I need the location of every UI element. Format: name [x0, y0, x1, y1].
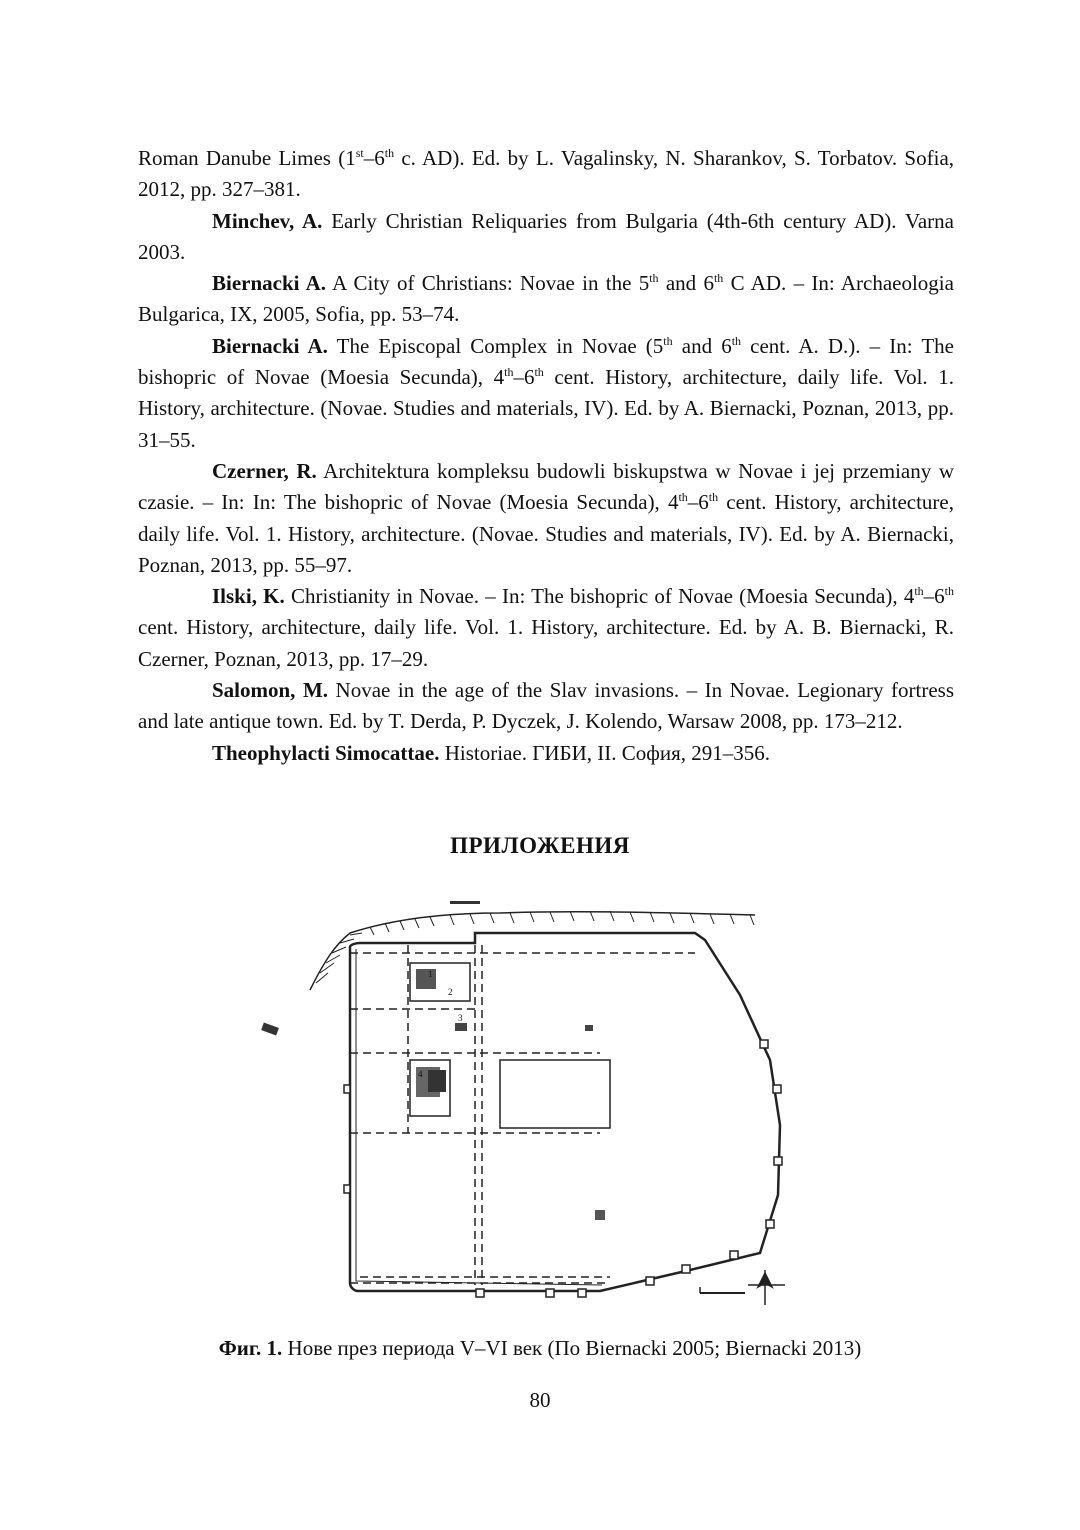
bibliography-list: [138, 143, 954, 769]
entry-author: Salomon, M.: [212, 678, 329, 703]
bibliography-entry: [138, 456, 954, 581]
bibliography-entry: [138, 268, 954, 331]
figure-caption-text: Нове през периода V–VI век (По Biernacki 2005; Biernacki 2013): [282, 1336, 862, 1360]
entry-text: Christianity in Novae. – In: The bishopric of Novae (Moesia Secunda), 4th–6th cent. History, architecture, daily life. Vol. 1. History, architecture. Ed. by A. B. Biernacki, R. Czerner, Poznan, 2013, pp. 17–29.: [138, 584, 955, 671]
section-heading: ПРИЛОЖЕНИЯ: [450, 833, 630, 858]
bibliography-entry: [138, 331, 954, 456]
plan-label: 1: [428, 969, 433, 979]
bibliography-entry: [138, 143, 954, 206]
bibliography-entry: [138, 581, 954, 675]
entry-text: Historiae. ГИБИ, II. София, 291–356.: [439, 740, 770, 765]
plan-label: 2: [448, 987, 453, 997]
bibliography-entry: [138, 206, 954, 269]
entry-text: A City of Christians: Novae in the 5th and 6th C AD. – In: Archaeologia Bulgarica, IX, 2005, Sofia, pp. 53–74.: [138, 271, 954, 327]
plan-label: 3: [458, 1013, 463, 1023]
entry-text: Roman Danube Limes (1st–6th c. AD). Ed. by L. Vagalinsky, N. Sharankov, S. Torbatov. Sofia, 2012, pp. 327–381.: [138, 146, 955, 202]
figure-caption: [0, 1336, 1080, 1361]
entry-text: Novae in the age of the Slav invasions. – In Novae. Legionary fortress and late antique town. Ed. by T. Derda, P. Dyczek, J. Kolendo, Warsaw 2008, pp. 173–212.: [138, 678, 954, 734]
entry-author: Czerner, R.: [212, 458, 317, 483]
plan-label: 4: [418, 1069, 423, 1079]
entry-author: Minchev, A.: [212, 208, 323, 233]
page-number: 80: [529, 1388, 551, 1412]
entry-author: Ilski, K.: [212, 584, 285, 609]
entry-author: Biernacki A.: [212, 271, 327, 296]
bibliography-entry: [138, 738, 954, 769]
bibliography-entry: [138, 675, 954, 738]
entry-author: Theophylacti Simocattae.: [212, 740, 440, 765]
figure-label: Фиг. 1.: [218, 1336, 283, 1360]
entry-text: Early Christian Reliquaries from Bulgaria (4th-6th century AD). Varna 2003.: [138, 208, 954, 264]
entry-author: Biernacki A.: [212, 333, 328, 358]
site-plan-figure: [250, 885, 790, 1310]
entry-text: The Episcopal Complex in Novae (5th and 6th cent. A. D.). – In: The bishopric of Novae (Moesia Secunda), 4th–6th cent. History, architecture, daily life. Vol. 1. History, architecture. (Novae. Studies and materials, IV). Ed. by A. Biernacki, Poznan, 2013, pp. 31–55.: [138, 333, 955, 452]
entry-text: Architektura kompleksu budowli biskupstwa w Novae i jej przemiany w czasie. – In: In: The bishopric of Novae (Moesia Secunda), 4th–6th cent. History, architecture, daily life. Vol. 1. History, architecture. (Novae. Studies and materials, IV). Ed. by A. Biernacki, Poznan, 2013, pp. 55–97.: [138, 458, 955, 577]
